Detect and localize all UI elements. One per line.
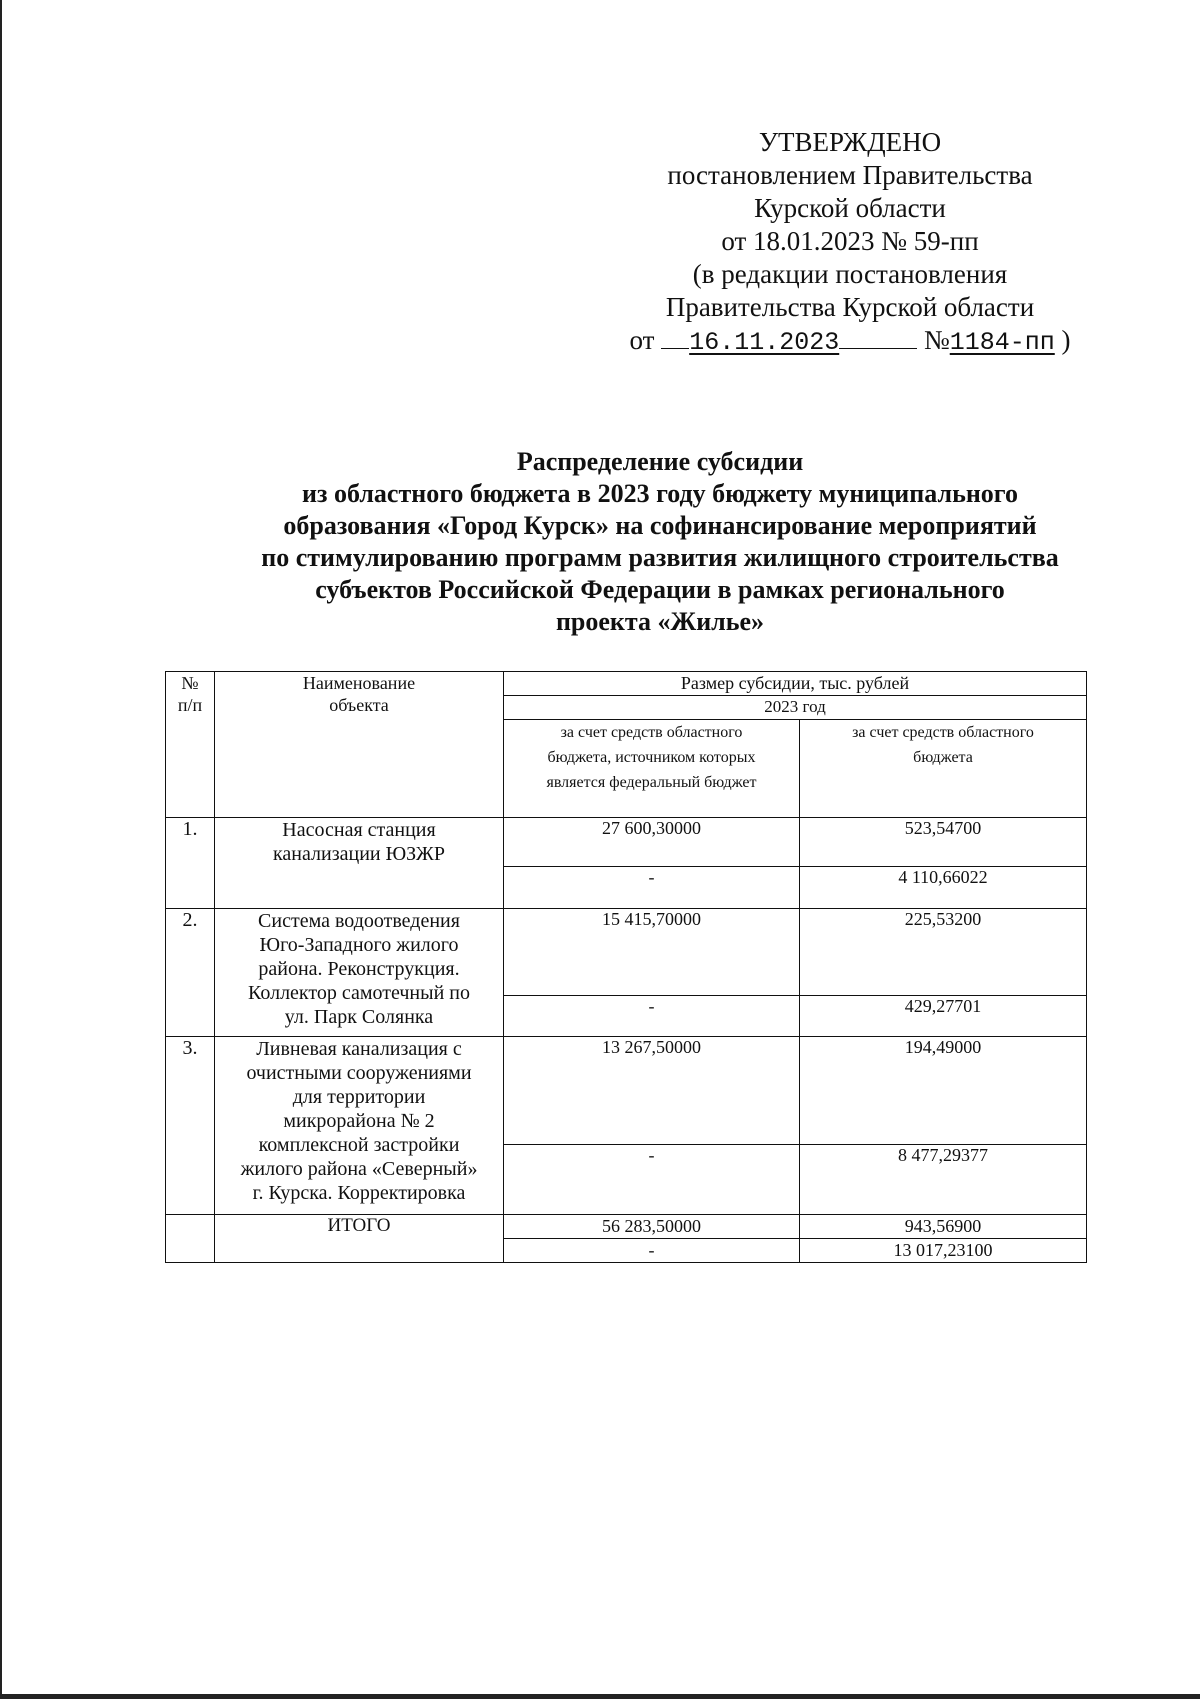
title-line: проекта «Жилье» xyxy=(555,607,765,636)
approval-amendment-line xyxy=(620,324,1080,359)
approval-stamp-block xyxy=(620,126,1080,359)
approval-heading: УТВЕРЖДЕНО xyxy=(758,127,942,157)
table-row xyxy=(166,909,1087,996)
object-name-line: Коллектор самотечный по xyxy=(248,982,470,1004)
federal-value: - xyxy=(504,867,800,909)
federal-value: - xyxy=(504,996,800,1037)
header-name: Наименование xyxy=(302,673,416,693)
header-federal-line: бюджета, источником которых xyxy=(547,749,756,766)
total-federal-value: - xyxy=(504,1239,800,1263)
row-number: 3. xyxy=(166,1037,215,1215)
title-line: образования «Город Курск» на софинансирование мероприятий xyxy=(283,511,1037,540)
regional-value: 8 477,29377 xyxy=(800,1145,1087,1215)
federal-value: 13 267,50000 xyxy=(504,1037,800,1145)
object-name-line: района. Реконструкция. xyxy=(258,958,460,980)
approval-original-resolution: от 18.01.2023 № 59-пп xyxy=(721,226,979,256)
title-line: субъектов Российской Федерации в рамках регионального xyxy=(315,575,1005,604)
federal-value: 15 415,70000 xyxy=(504,909,800,996)
object-name-line: Система водоотведения xyxy=(258,910,460,932)
header-federal-line: является федеральный бюджет xyxy=(546,774,757,791)
header-federal-line: за счет средств областного xyxy=(560,724,743,741)
total-row xyxy=(166,1215,1087,1239)
header-num-sub: п/п xyxy=(177,695,203,715)
object-name-line: Юго-Западного жилого xyxy=(259,934,459,956)
header-num-cell xyxy=(166,672,215,818)
regional-value: 4 110,66022 xyxy=(800,867,1087,909)
regional-value: 225,53200 xyxy=(800,909,1087,996)
object-name-line: для территории xyxy=(292,1086,426,1108)
regional-value: 523,54700 xyxy=(800,818,1087,867)
total-regional-value: 943,56900 xyxy=(800,1215,1087,1239)
object-name xyxy=(215,909,504,1037)
scan-edge-left xyxy=(0,0,2,1699)
title-line: по стимулированию программ развития жилищного строительства xyxy=(261,543,1059,572)
header-num: № xyxy=(181,673,199,693)
object-name-line: ул. Парк Солянка xyxy=(284,1006,434,1028)
header-regional-col xyxy=(800,720,1087,818)
header-regional-line: за счет средств областного xyxy=(852,724,1034,741)
title-line: из областного бюджета в 2023 году бюджету муниципального xyxy=(302,479,1018,508)
total-num-cell xyxy=(166,1215,215,1263)
header-name-sub: объекта xyxy=(329,695,389,715)
amendment-number: 1184-пп xyxy=(949,328,1055,357)
approval-line: (в редакции постановления xyxy=(692,259,1008,289)
subsidy-table xyxy=(165,671,1087,1263)
total-regional-value: 13 017,23100 xyxy=(800,1239,1087,1263)
regional-value: 194,49000 xyxy=(800,1037,1087,1145)
header-row xyxy=(166,672,1087,696)
header-year: 2023 год xyxy=(504,696,1087,720)
document-title xyxy=(200,446,1120,638)
header-regional-line: бюджета xyxy=(913,749,973,766)
number-prefix: № xyxy=(923,325,950,355)
table-row xyxy=(166,818,1087,867)
header-name-cell xyxy=(215,672,504,818)
federal-value: 27 600,30000 xyxy=(504,818,800,867)
blank-underline xyxy=(661,348,689,349)
total-label: ИТОГО xyxy=(215,1215,504,1263)
blank-underline xyxy=(839,348,917,349)
closing-paren: ) xyxy=(1061,325,1071,355)
header-federal-col xyxy=(504,720,800,818)
object-name-line: канализации ЮЗЖР xyxy=(273,843,445,865)
approval-line: Курской области xyxy=(754,193,946,223)
object-name-line: комплексной застройки xyxy=(258,1134,460,1156)
table-row xyxy=(166,1037,1087,1145)
object-name-line: жилого района «Северный» xyxy=(240,1158,478,1180)
date-prefix: от xyxy=(629,325,655,355)
federal-value: - xyxy=(504,1145,800,1215)
scan-edge-bottom xyxy=(0,1694,1200,1699)
object-name xyxy=(215,1037,504,1215)
amendment-date: 16.11.2023 xyxy=(689,328,840,357)
object-name-line: микрорайона № 2 xyxy=(283,1110,435,1132)
row-number: 1. xyxy=(166,818,215,909)
object-name-line: очистными сооружениями xyxy=(246,1062,472,1084)
title-line: Распределение субсидии xyxy=(516,447,804,476)
row-number: 2. xyxy=(166,909,215,1037)
approval-line: Правительства Курской области xyxy=(665,292,1035,322)
header-subsidy: Размер субсидии, тыс. рублей xyxy=(504,672,1087,696)
object-name-line: г. Курска. Корректировка xyxy=(252,1182,466,1204)
approval-line: постановлением Правительства xyxy=(667,160,1033,190)
object-name-line: Ливневая канализация с xyxy=(256,1038,462,1060)
object-name xyxy=(215,818,504,909)
regional-value: 429,27701 xyxy=(800,996,1087,1037)
object-name-line: Насосная станция xyxy=(282,819,436,841)
total-federal-value: 56 283,50000 xyxy=(504,1215,800,1239)
